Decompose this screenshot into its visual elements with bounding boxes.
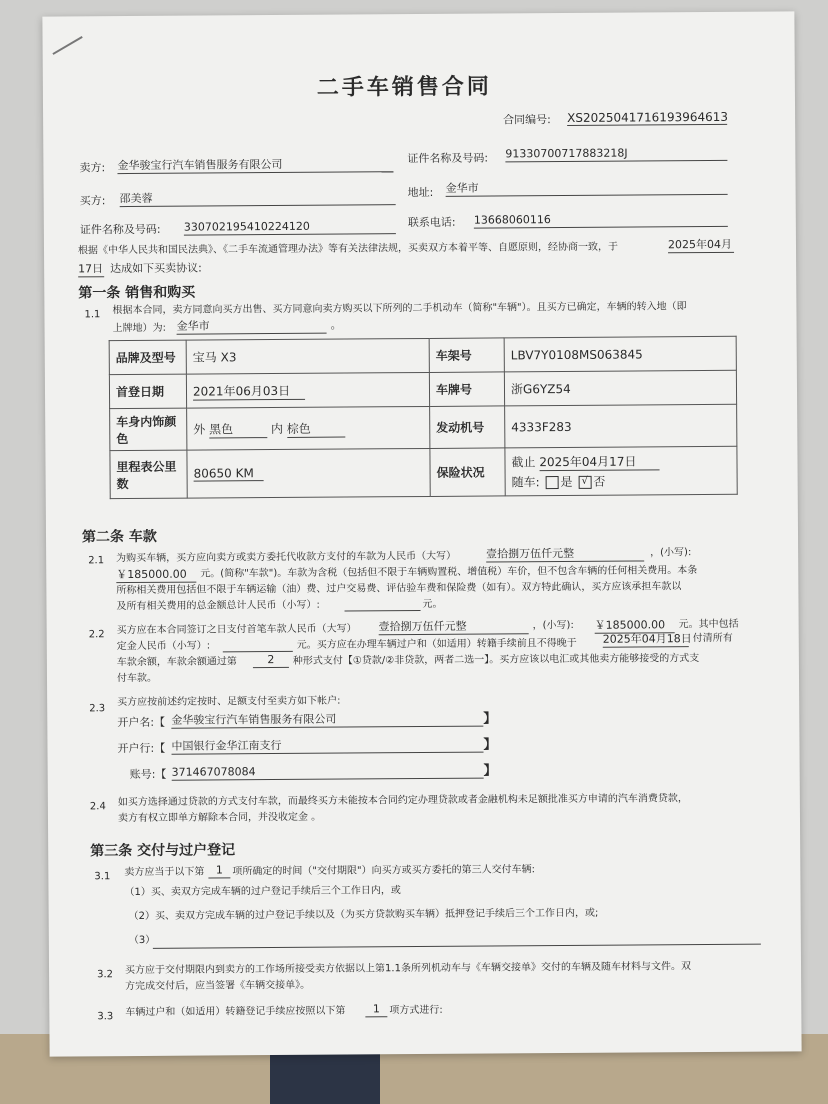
seller-id: 91330700717883218J <box>505 146 727 163</box>
mileage-value: 80650 KM <box>194 466 264 481</box>
clause-2-2-text-g: 种形式支付【①贷款/②非贷款，两者二选一】。买方应该以电汇或其他卖方能够接受的方式支 <box>292 653 700 667</box>
clause-2-1-small-label: ，(小写): <box>650 547 692 559</box>
phone-label: 联系电话: <box>407 215 456 230</box>
preamble-end: 达成如下买卖协议: <box>110 261 202 276</box>
table-row <box>110 404 737 450</box>
engine-label: 发动机号 <box>430 406 505 449</box>
clause-2-1-text-a: 为购买车辆，买方应向卖方或卖方委托代收款方支付的车款为人民币（大写） <box>116 550 457 565</box>
clause-1-1-end: 。 <box>330 318 342 332</box>
clause-3-1-text-b: 项所确定的时间（"交付期限"）向买方或买方委托的第三人交付车辆: <box>232 864 535 878</box>
clause-3-3-choice: 1 <box>365 1002 387 1017</box>
section1-heading: 第一条 销售和购买 <box>78 284 196 302</box>
clause-1-1-number: 1.1 <box>84 309 101 321</box>
mileage-cell <box>187 448 430 498</box>
clause-3-3-text-a: 车辆过户和（如适用）转籍登记手续应按照以下第 <box>125 1005 346 1019</box>
yes-checkbox[interactable] <box>545 476 558 489</box>
buyer-id-label: 证件名称及号码: <box>79 222 161 237</box>
clause-2-2-amount: ￥185000.00 <box>595 618 675 634</box>
mileage-label-line2: 数 <box>116 476 129 491</box>
clause-2-2-text-e: 付清所有 <box>692 632 733 645</box>
clause-1-1-text-a: 根据本合同，卖方同意向买方出售、买方同意向卖方购买以下所列的二手机动车（简称"车辆"）。且买方已确定，车辆的转入地（即 <box>112 301 687 317</box>
account-name-bracket: 】 <box>483 711 497 727</box>
insurance-deadline-row <box>511 452 730 472</box>
clause-2-2-text-b: 元。其中包括 <box>678 618 739 631</box>
clause-2-2-small-label: ，(小写): <box>532 619 574 632</box>
punch-mark <box>52 36 82 55</box>
bank-name: 中国银行金华江南支行 <box>171 738 483 755</box>
color-cell <box>187 406 430 450</box>
mileage-label-line1: 里程表公里 <box>116 459 177 474</box>
clause-2-1-text-b: 元。(简称"车款")。车款为含税（包括但不限于车辆购置税、增值税）车价，但不包含车辆的任何相关费用。本条 <box>200 565 698 580</box>
clause-2-1-text-c: 所称相关费用包括但不限于车辆运输（油）费、过户交易费、评估验车费和保险费（如有）。双方特此确认，买方应该承担车款以 <box>116 581 682 597</box>
color-label <box>110 408 187 451</box>
clause-2-3-number: 2.3 <box>89 703 106 715</box>
account-name-label: 开户名:【 <box>117 715 166 730</box>
clause-1-1-text-b: 上牌地）为: <box>112 322 166 335</box>
interior-prefix: 内 <box>270 421 283 436</box>
clause-2-2-date: 2025年04月18日 <box>602 632 692 646</box>
exterior-color: 黑色 <box>209 420 267 438</box>
insurance-label: 保险状况 <box>430 448 505 497</box>
contract-number: XS20250417161939646​13 <box>567 109 729 125</box>
clause-2-2-amount-words: 壹拾捌万伍仟元整 <box>379 619 529 635</box>
insurance-cell <box>505 446 737 496</box>
clause-2-2-text-h: 付车款。 <box>116 672 158 685</box>
account-name: 金华骏宝行汽车销售服务有限公司 <box>171 712 483 729</box>
table-row <box>109 370 736 408</box>
account-number-label: 账号:【 <box>129 767 167 782</box>
exterior-prefix: 外 <box>193 422 206 437</box>
bank-bracket: 】 <box>483 737 497 753</box>
clause-2-4-text-b: 卖方有权立即单方解除本合同，并没收定金 。 <box>117 811 322 825</box>
clause-3-3-text-b: 项方式进行: <box>389 1004 443 1017</box>
address-label: 地址: <box>407 185 434 200</box>
delivery-option-3-blank[interactable] <box>153 930 761 949</box>
vin-label: 车架号 <box>429 338 504 373</box>
plate-value: 浙G6YZ54 <box>504 370 736 406</box>
bank-label: 开户行:【 <box>117 741 166 756</box>
preamble-text: 根据《中华人民共和国民法典》、《二手车流通管理办法》等有关法律法规，买卖双方本着平等、自愿原则，经协商一致，于 <box>77 241 619 257</box>
clause-2-1-number: 2.1 <box>88 555 105 567</box>
clause-2-2-text-d: 元。买方应在办理车辆过户和（如适用）转籍手续前且不得晚于 <box>296 637 577 651</box>
first-reg-label: 首登日期 <box>109 374 186 409</box>
interior-color: 棕色 <box>287 419 345 437</box>
clause-3-2-number: 3.2 <box>97 969 114 981</box>
clause-2-4-text-a: 如买方选择通过贷款的方式支付车款，而最终买方未能按本合同约定办理贷款或者金融机构未足额批准买方申请的汽车消费贷款， <box>117 793 688 809</box>
clause-3-2-text-a: 买方应于交付期限内到卖方的工作场所接受卖方依据以上第1.1条所列机动车与《车辆交接单》交付的车辆及随车材料与文件。双 <box>125 961 691 977</box>
account-number-bracket: 】 <box>483 763 497 779</box>
insurance-deadline-label: 截止 <box>511 455 536 470</box>
buyer-address: 金华市 <box>446 180 728 197</box>
first-reg-cell <box>186 372 429 408</box>
no-label: 否 <box>593 474 606 489</box>
clause-2-2-number: 2.2 <box>88 629 105 641</box>
color-label-line2: 色 <box>116 431 129 446</box>
with-car-label: 随车: <box>511 475 540 490</box>
preamble-date-1: 2025年04月 <box>668 238 734 253</box>
clause-3-3-number: 3.3 <box>97 1011 114 1023</box>
registration-place: 金华市 <box>176 319 326 335</box>
vehicle-spec-table <box>109 336 738 499</box>
account-number: 371467078084 <box>172 764 484 781</box>
vin-value: LBV7Y0108MS063845 <box>504 336 736 372</box>
insurance-deadline: 2025年04月17日 <box>539 452 659 471</box>
buyer-phone: 13668060116 <box>474 212 728 229</box>
contract-number-label: 合同编号: <box>503 113 551 127</box>
clause-2-1-amount-words: 壹拾捌万伍仟元整 <box>486 546 644 562</box>
plate-label: 车牌号 <box>429 372 504 407</box>
buyer-id: 330702195410224120 <box>184 219 396 235</box>
yes-label: 是 <box>560 474 573 490</box>
color-label-line1: 车身内饰颜 <box>116 414 177 429</box>
buyer-name: 邵美蓉 <box>120 190 396 207</box>
table-row <box>109 336 736 374</box>
clause-2-1-amount: ￥185000.00 <box>116 568 196 584</box>
contract-page <box>42 11 801 1056</box>
floor-shadow <box>270 1054 380 1104</box>
delivery-option-2: （2）买、卖双方完成车辆的过户登记手续以及（为买方贷款购买车辆）抵押登记手续后三个工作日内，或; <box>128 907 599 923</box>
clause-2-1-text-d: 及所有相关费用的总金额总计人民币（小写）: <box>116 599 320 613</box>
clause-2-1-text-e: 元。 <box>422 598 443 610</box>
insurance-with-car-row <box>512 472 731 491</box>
clause-2-2-text-c: 定金人民币（小写）: <box>116 640 211 653</box>
section2-heading: 第二条 车款 <box>81 528 157 546</box>
clause-2-2-text-f: 车款余额，车款余额通过第 <box>116 656 237 669</box>
mileage-label <box>110 450 187 499</box>
brand-label: 品牌及型号 <box>109 340 186 375</box>
clause-3-1-choice: 1 <box>208 863 230 878</box>
clause-2-4-number: 2.4 <box>89 801 106 813</box>
clause-3-1-number: 3.1 <box>94 871 111 883</box>
engine-value: 4333F283 <box>505 404 737 448</box>
seller-id-label: 证件名称及号码: <box>407 151 489 166</box>
seller-label: 卖方: <box>79 161 106 175</box>
clause-2-2-text-a: 买方应在本合同签订之日支付首笔车款人民币（大写） <box>116 623 357 637</box>
clause-3-2-text-b: 方完成交付后，应当签署《车辆交接单》。 <box>125 979 311 993</box>
brand-value: 宝马 X3 <box>186 338 429 374</box>
buyer-label: 买方: <box>79 194 106 208</box>
page-title: 二手车销售合同 <box>316 74 492 101</box>
delivery-option-1: （1）买、卖双方完成车辆的过户登记手续后三个工作日内，或 <box>124 885 401 899</box>
preamble-date-2: 17日 <box>78 262 104 276</box>
table-row <box>110 446 737 498</box>
no-checkbox[interactable]: √ <box>578 476 591 489</box>
delivery-option-3: （3） <box>128 934 156 947</box>
seller-name: 金华骏宝行汽车销售服务有限公司 <box>117 157 393 174</box>
clause-2-3-text-a: 买方应按前述约定按时、足额支付至卖方如下帐户: <box>117 695 341 709</box>
deposit-amount-blank[interactable] <box>223 637 293 652</box>
first-reg-value: 2021年06月03日 <box>193 381 305 400</box>
section3-heading: 第三条 交付与过户登记 <box>90 842 236 860</box>
clause-2-2-way: 2 <box>253 653 289 668</box>
total-amount-blank[interactable] <box>344 596 420 612</box>
clause-3-1-text-a: 卖方应当于以下第 <box>124 866 205 879</box>
